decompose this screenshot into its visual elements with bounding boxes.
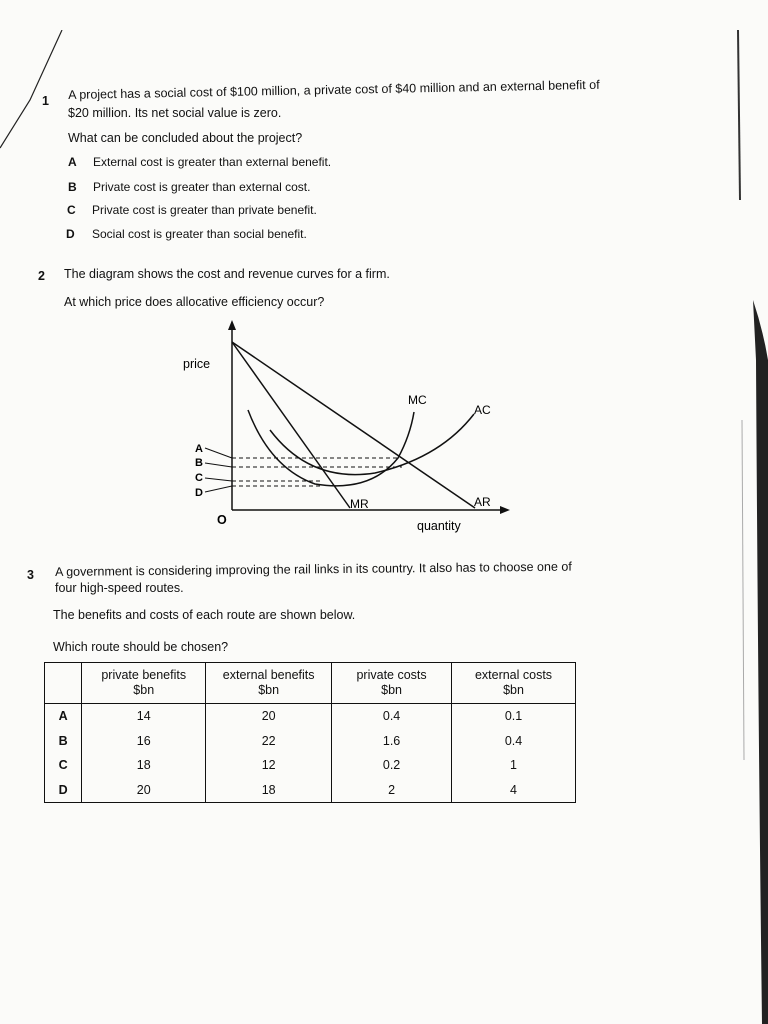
x-axis-arrow bbox=[500, 506, 510, 514]
table-cell: 16 bbox=[82, 729, 206, 754]
page-fold-mark bbox=[0, 30, 70, 150]
y-axis-label: price bbox=[183, 357, 211, 371]
origin-label: O bbox=[217, 513, 227, 527]
table-cell: 12 bbox=[206, 753, 332, 778]
table-row bbox=[45, 753, 576, 778]
y-axis-arrow bbox=[228, 320, 236, 330]
table-cell: 1 bbox=[452, 753, 576, 778]
table-cell: 0.2 bbox=[332, 753, 452, 778]
table-header-external-costs: external costs $bn bbox=[452, 663, 576, 704]
ac-label: AC bbox=[474, 403, 491, 417]
ac-curve bbox=[270, 414, 474, 475]
table-cell: 0.4 bbox=[452, 729, 576, 754]
q1-number: 1 bbox=[42, 94, 49, 108]
row-label: D bbox=[45, 778, 82, 803]
table-cell: 20 bbox=[206, 704, 332, 729]
q2-text: The diagram shows the cost and revenue curves for a firm. bbox=[64, 267, 390, 281]
price-label-c: C bbox=[195, 472, 203, 484]
table-cell: 18 bbox=[82, 753, 206, 778]
price-label-d: D bbox=[195, 487, 203, 499]
q1-option-c-text: Private cost is greater than private benefit. bbox=[92, 203, 317, 217]
q1-option-b-letter: B bbox=[68, 180, 77, 194]
table-row bbox=[45, 704, 576, 729]
table-cell: 1.6 bbox=[332, 729, 452, 754]
table-header-row bbox=[45, 663, 576, 704]
x-axis-label: quantity bbox=[417, 519, 461, 533]
table-cell: 2 bbox=[332, 778, 452, 803]
table-cell: 18 bbox=[206, 778, 332, 803]
table-cell: 0.4 bbox=[332, 704, 452, 729]
row-label: B bbox=[45, 729, 82, 754]
q1-text-line2: $20 million. Its net social value is zero. bbox=[68, 106, 282, 120]
table-header-blank bbox=[45, 663, 82, 704]
q1-question: What can be concluded about the project? bbox=[68, 131, 303, 145]
row-label: C bbox=[45, 753, 82, 778]
q3-number: 3 bbox=[27, 568, 34, 582]
q1-text-line1: A project has a social cost of $100 million, a private cost of $40 million and an external benefit of bbox=[68, 77, 600, 102]
q2-number: 2 bbox=[38, 269, 45, 283]
table-header-private-benefits: private benefits $bn bbox=[82, 663, 206, 704]
q1-option-d-letter: D bbox=[66, 227, 75, 241]
table-header-private-costs: private costs $bn bbox=[332, 663, 452, 704]
q1-option-d-text: Social cost is greater than social benefit. bbox=[92, 227, 307, 241]
q3-question: Which route should be chosen? bbox=[53, 640, 229, 654]
q3-text-line2: four high-speed routes. bbox=[55, 581, 184, 595]
q1-option-c-letter: C bbox=[67, 203, 76, 217]
table-cell: 4 bbox=[452, 778, 576, 803]
q1-option-a-letter: A bbox=[68, 155, 77, 169]
table-cell: 20 bbox=[82, 778, 206, 803]
table-cell: 22 bbox=[206, 729, 332, 754]
cost-revenue-diagram bbox=[170, 318, 520, 538]
mr-label: MR bbox=[350, 497, 369, 511]
mc-label: MC bbox=[408, 393, 427, 407]
routes-table bbox=[44, 662, 576, 803]
price-label-b: B bbox=[195, 457, 203, 469]
ar-label: AR bbox=[474, 495, 491, 509]
q1-option-b-text: Private cost is greater than external cost. bbox=[93, 180, 311, 194]
table-cell: 14 bbox=[82, 704, 206, 729]
row-label: A bbox=[45, 704, 82, 729]
mc-curve bbox=[248, 410, 414, 486]
q1-option-a-text: External cost is greater than external benefit. bbox=[93, 155, 332, 169]
table-row bbox=[45, 729, 576, 754]
table-row bbox=[45, 778, 576, 803]
table-header-external-benefits: external benefits $bn bbox=[206, 663, 332, 704]
mr-curve bbox=[232, 342, 350, 508]
ar-curve bbox=[232, 342, 475, 508]
table-cell: 0.1 bbox=[452, 704, 576, 729]
q3-intro: The benefits and costs of each route are shown below. bbox=[53, 608, 356, 622]
price-label-a: A bbox=[195, 443, 203, 455]
q2-question: At which price does allocative efficiency occur? bbox=[64, 295, 325, 309]
page-edge-shadow bbox=[728, 0, 768, 1024]
q3-text-line1: A government is considering improving the rail links in its country. It also has to choose one of bbox=[55, 559, 572, 579]
